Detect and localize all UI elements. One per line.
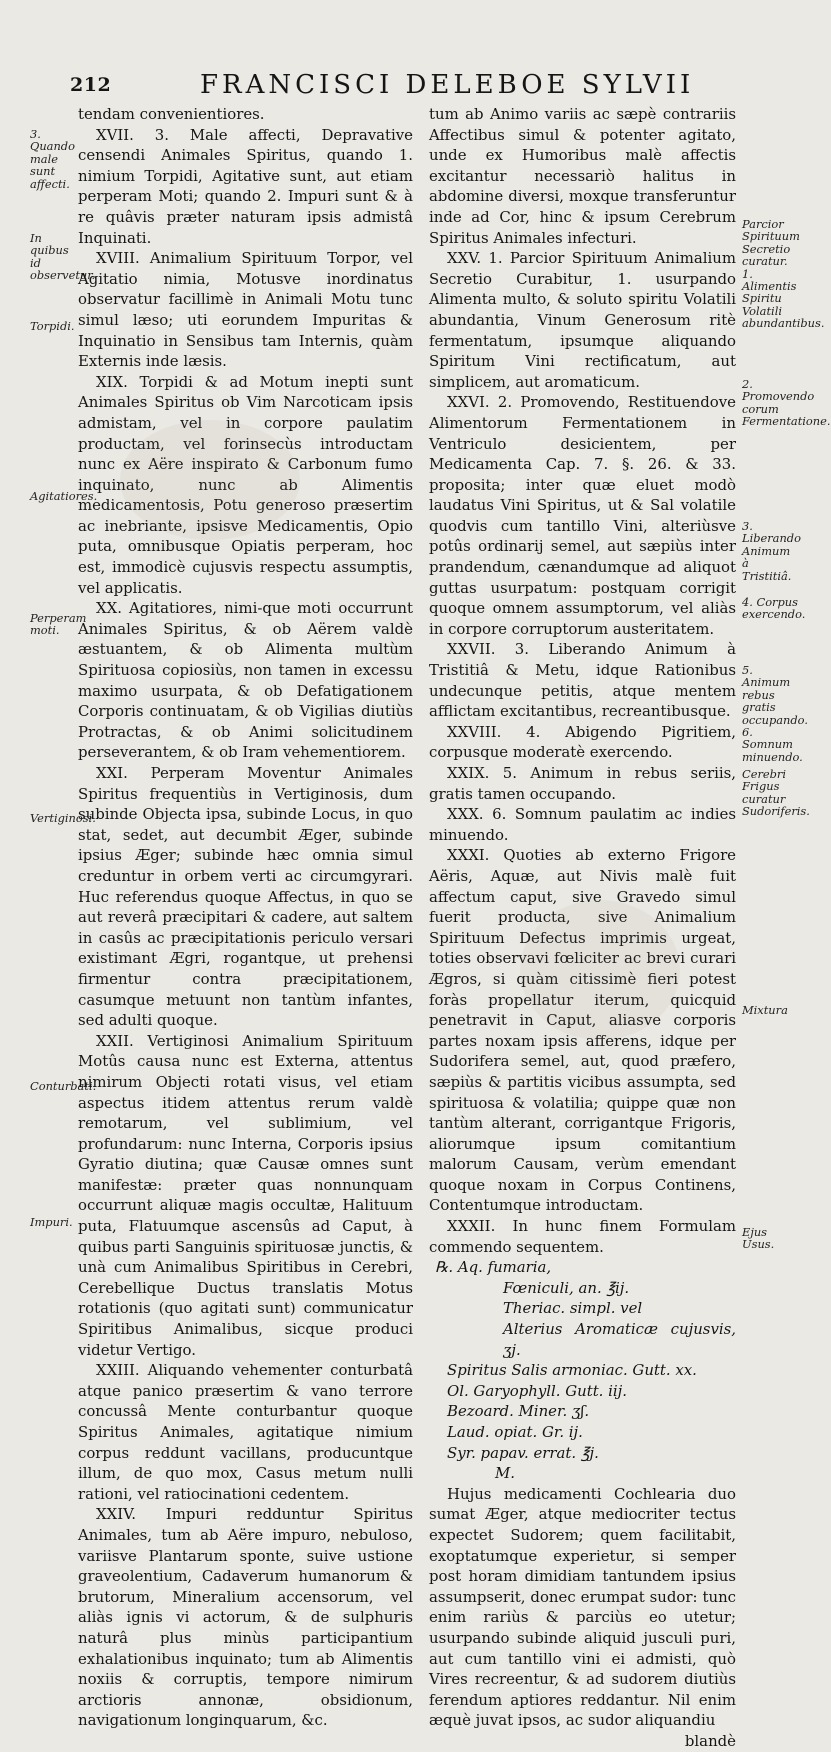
paragraph: Hujus medicamenti Cochlearia duo sumat Æger, atque mediocriter tectus expectet Sudorem; quem facilitabit, exoptatumque experietur, si semper post horam dimidiam tantundem ipsius assumpserit, donec erumpat sudor: tunc enim rariùs & parciùs eo utetur; usurpando subinde aliquid jusculi puri, aut cum tantillo vini ei admisti, quò Vires recreentur, & ad sudorem diutiùs ferendum aptiores reddantur. Nil enim æquè juvat ipsos, ac sudor aliquandiu — [429, 1484, 736, 1730]
recipe-line: Bezoard. Miner. ʒʃ. — [447, 1402, 590, 1421]
margin-note-left: Perperam moti. — [30, 611, 87, 638]
margin-note-right: 2. Promovendo corum Fermentatione. — [742, 377, 831, 429]
margin-note-left: In quibus id observetur. — [30, 231, 96, 283]
paragraph: XVII. 3. Male affecti, Depravative censendi Animales Spiritus, quando 1. nimium Torpidi, Agitative sunt, aut etiam perperam Moti; quando 2. Impuri sunt & à re quâvis præter naturam ipsis admistâ Inquinati. — [78, 125, 413, 247]
recipe-line: Syr. papav. errat. ℥j. — [447, 1443, 599, 1462]
paragraph: XXIV. Impuri redduntur Spiritus Animales, tum ab Aëre impuro, nebuloso, variisve Plantarum sponte, suive ustione graveolentium, Cadaverum humanorum & brutorum, Mineralium accensorum, vel aliàs ignis vi actorum, & de sulphuris naturâ plus minùs participantium exhalationibus inquinato; tum ab Alimentis noxiis & corruptis, tempore nimirum arctioris annonæ, obsidionum, navigationum longinquarum, &c. — [78, 1505, 413, 1730]
margin-note-right: Cerebri Frigus curatur Sudoriferis. — [742, 767, 810, 819]
recipe-sign: M. — [495, 1464, 515, 1483]
paragraph: XXIII. Aliquando vehementer conturbatâ atque panico præsertim & vano terrore concussâ Mente conturbantur quoque Spiritus Animales, agitatique nimium corpus reddunt vacillans, producuntque illum, de quo mox, Casus metum nulli rationi, vel ratiocinationi cedentem. — [78, 1361, 413, 1503]
margin-note-right: 3. Liberando Animum à Tristitiâ. — [742, 519, 801, 583]
paragraph: XIX. Torpidi & ad Motum inepti sunt Animales Spiritus ob Vim Narcoticam ipsis admistam, vel in corpore paulatim productam, vel forinsecùs introductam nunc ex Aëre inspirato & Carbonum fumo inquinato, nunc ab Alimentis medicamentosis, Potu generoso præsertim ac inebriante, ipsisve Medicamentis, Opio puta, omnibusque Opiatis perperam, hoc est, immodicè cujusvis respectu assumptis, vel applicatis. — [78, 372, 413, 597]
margin-note-left: 3. Quando male sunt affecti. — [30, 127, 75, 191]
recipe-line: Alterius Aromaticæ cujusvis, ʒj. — [503, 1320, 736, 1359]
paragraph: XXIX. 5. Animum in rebus seriis, gratis tamen occupando. — [429, 764, 736, 803]
recipe-line: Fœniculi, an. ℥ij. — [503, 1278, 630, 1297]
recipe-line: Ol. Garyophyll. Gutt. iij. — [447, 1381, 628, 1400]
recipe-line: Laud. opiat. Gr. ij. — [447, 1423, 583, 1441]
margin-note-left: Vertiginosi. — [30, 811, 96, 825]
margin-note-right: 5. Animum rebus gratis occupando. 6. Somnum minuendo. — [742, 663, 808, 764]
margin-note-right: Parcior Spirituum Secretio curatur. 1. Alimentis Spiritu Volatili abundantibus. — [742, 217, 825, 331]
margin-note-left: Torpidi. — [30, 319, 75, 333]
paragraph: XXVI. 2. Promovendo, Restituendove Alimentorum Fermentationem in Ventriculo desicientem, per Medicamenta Cap. 7. §. 26. & 33. proposita; inter quæ eluet modò laudatus Vini Spiritus, ut & Sal volatile quodvis cum tantillo Vini, alteriùsve potûs ordinarij semel, aut sæpiùs inter prandendum, cænandumque ad aliquot guttas usurpatum: postquam corrigit quoque omnem assumptorum, vel aliàs in corpore corruptorum austeritatem. — [429, 393, 736, 638]
paragraph: XXV. 1. Parcior Spirituum Animalium Secretio Curabitur, 1. usurpando Alimenta multo, & soluto spiritu Volatili abundantia, Vinum Generosum ritè fermentatum, ipsumque aliquando Spiritum Vini rectificatum, aut simplicem, aut aromaticum. — [429, 249, 736, 391]
paragraph: XXVIII. 4. Abigendo Pigritiem, corpusque moderatè exercendo. — [429, 722, 736, 762]
paragraph: XVIII. Animalium Spirituum Torpor, vel Agitatio nimia, Motusve inordinatus observatur facillimè in Animali Motu tunc simul læso; uti eorundem Impuritas & Inquinatio in Sensibus tam Internis, quàm Externis inde læsis. — [78, 249, 413, 371]
paragraph: XXI. Perperam Moventur Animales Spiritus frequentiùs in Vertiginosis, dum subinde Objecta ipsa, subinde Locus, in quo stat, sedet, aut decumbit Æger, subinde ipsius Æger; subinde hæc omnia simul creduntur in orbem verti ac circumgyrari. Huc referendus quoque Affectus, in quo se aut reverâ præcipitari & cadere, aut saltem in casûs ac præcipitationis periculo versari existimant Ægri, rogantque, ut prehensi firmentur contra præcipitationem, casumque metuunt non tantùm infantes, sed adulti quoque. — [78, 764, 413, 1030]
paragraph: XXXI. Quoties ab externo Frigore Aëris, Aquæ, aut Nivis malè fuit affectum caput, sive Gravedo simul fuerit producta, sive Animalium Spirituum Defectus imprimis urgeat, toties observavi fœliciter ac brevi curari Ægros, si quàm citissimè fieri potest foràs propellatur iterum, quicquid penetravit in Caput, aliasve corporis partes noxam ipsis afferens, idque per Sudorifera semel, aut, quod præfero, sæpiùs & partitis vicibus assumpta, sed spirituosa & volatilia; quippe quæ non tantùm alterant, corrigantque Frigoris, aliorumque ipsum comitantium malorum Causam, verùm emendant quoque noxam in Corpus Continens, Contentumque introductam. — [429, 846, 736, 1215]
right-column — [429, 104, 736, 1752]
catchword: blandè — [684, 1731, 736, 1750]
margin-note-left: Agitatiores. — [30, 489, 98, 503]
paragraph: XXVII. 3. Liberando Animum à Tristitiâ & Metu, idque Rationibus undecunque petitis, atque mentem afflictam excitantibus, recreantibusque. — [429, 640, 736, 721]
paragraph: XXII. Vertiginosi Animalium Spirituum Motûs causa nunc est Externa, attentus nimirum Objecti rotati visus, vel etiam aspectus itidem attentus rerum valdè remotarum, vel sublimium, vel profundarum: nunc Interna, Corporis ipsius Gyratio diutina; quæ Causæ omnes sunt manifestæ: præter quas nonnunquam occurrunt aliquæ magis occultæ, Halituum puta, Flatuumque ascensûs ad Caput, à quibus parti Sanguinis spirituosæ junctis, & unà cum Animalibus Spiritibus in Cerebri, Cerebellique Ductus translatis Motus rotationis (quo agitati sunt) communicatur Spiritibus Animalibus, sicque produci videtur Vertigo. — [78, 1031, 413, 1359]
recipe-line: Theriac. simpl. vel — [503, 1299, 643, 1318]
paragraph: XXX. 6. Somnum paulatim ac indies minuendo. — [429, 805, 736, 844]
recipe-line: ℞. Aq. fumaria, — [435, 1258, 552, 1277]
paragraph: XXXII. In hunc finem Formulam commendo sequentem. — [429, 1217, 736, 1256]
paragraph: tendam convenientiores. — [78, 105, 265, 123]
margin-note-right: Ejus Usus. — [742, 1225, 775, 1252]
running-head: FRANCISCI DELEBOE SYLVII — [200, 70, 695, 100]
page-number: 212 — [70, 74, 112, 96]
paragraph: tum ab Animo variis ac sæpè contrariis Affectibus simul & potenter agitato, unde ex Humoribus malè affectis excitantur necessariò halitus in abdomine diversi, moxque transferuntur inde ad Cor, hinc & ipsum Cerebrum Spiritus Animales infecturi. — [429, 105, 736, 247]
paragraph: XX. Agitatiores, nimi-que moti occurrunt Animales Spiritus, & ob Aërem valdè æstuantem, & ob Alimenta multùm Spirituosa copiosiùs, non tamen in excessu maximo usurpata, & ob Defatigationem Corporis continuatam, & ob Vigilias diutiùs Protractas, & ob Animi solicitudinem perseverantem, & ob Iram vehementiorem. — [78, 599, 413, 762]
margin-note-right: 4. Corpus exercendo. — [742, 595, 806, 622]
margin-note-left: Conturbati. — [30, 1079, 97, 1093]
margin-note-right: Mixtura — [742, 1003, 788, 1017]
recipe-line: Spiritus Salis armoniac. Gutt. xx. — [447, 1361, 697, 1380]
left-column — [78, 104, 413, 1731]
margin-note-left: Impuri. — [30, 1215, 73, 1229]
